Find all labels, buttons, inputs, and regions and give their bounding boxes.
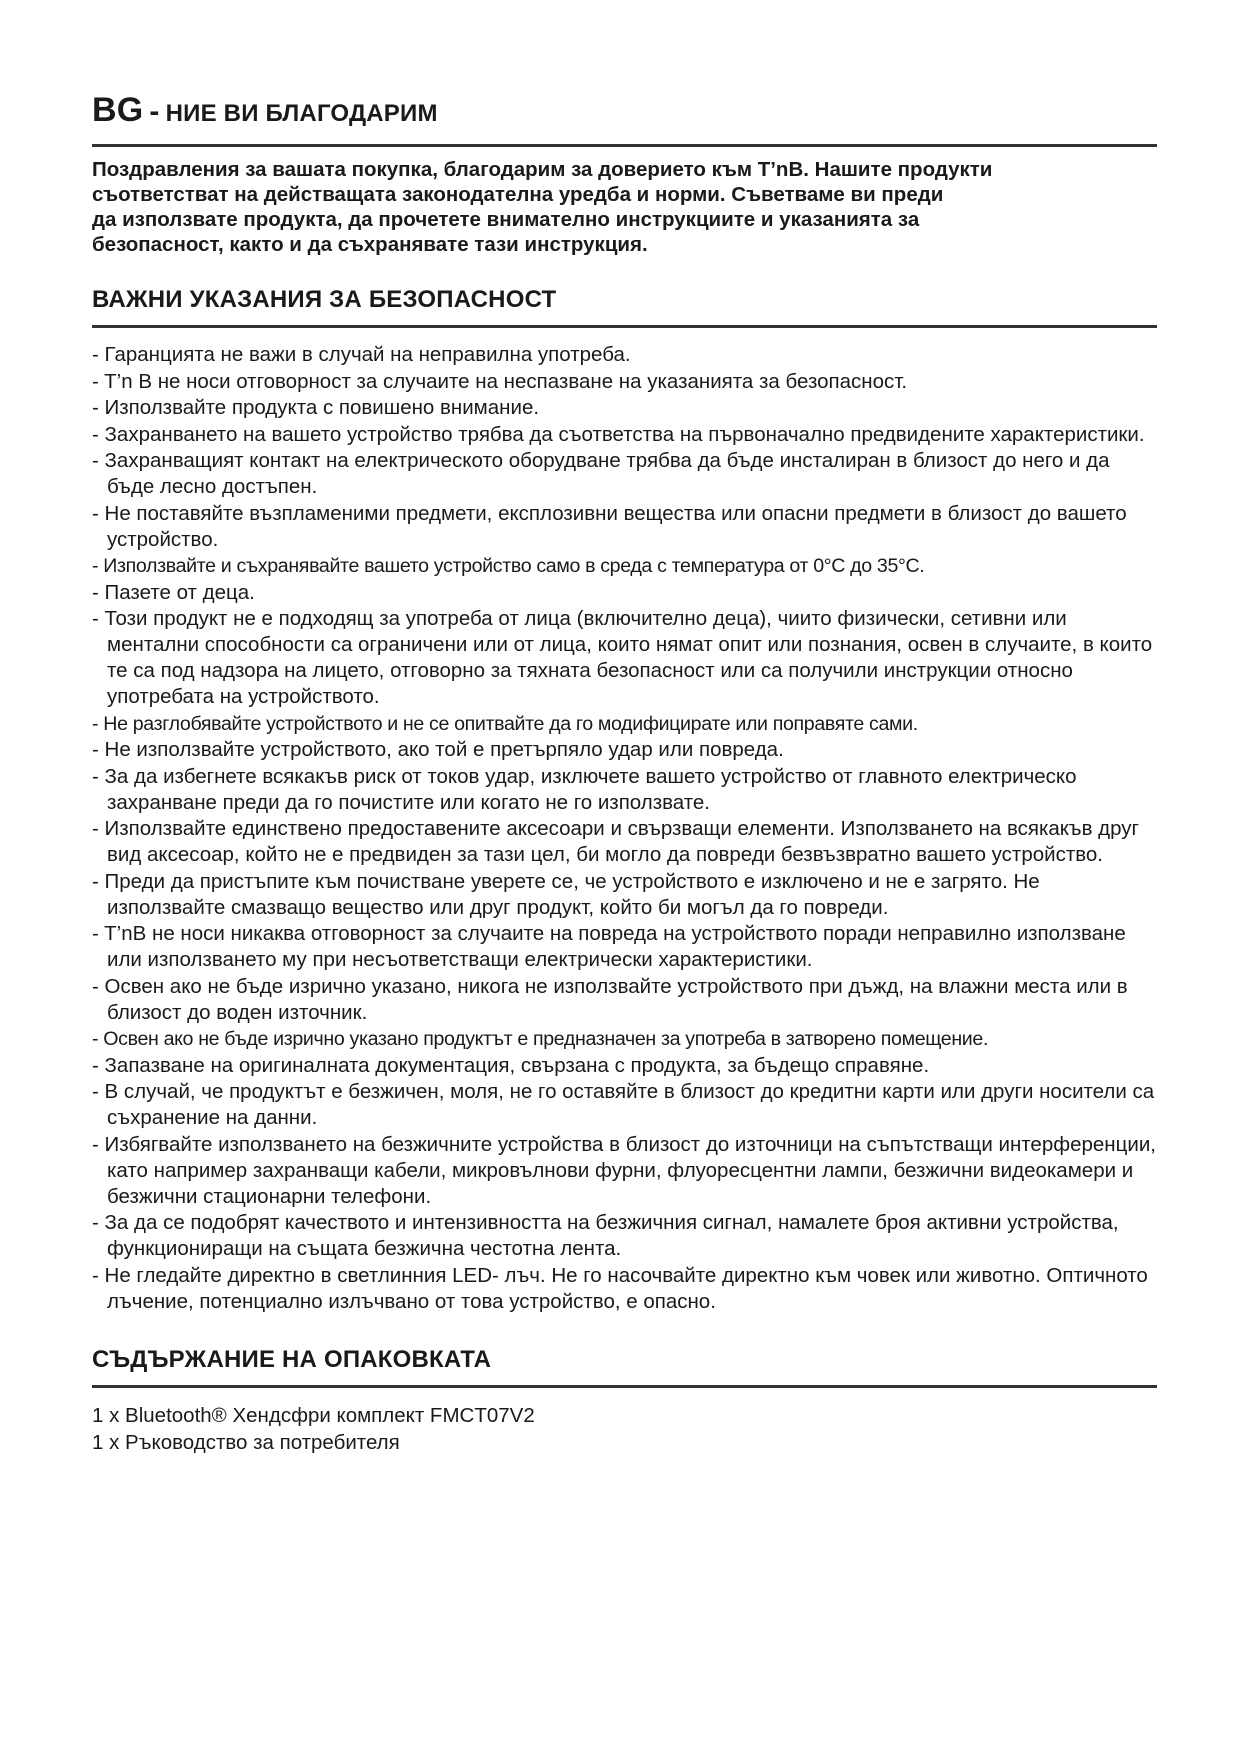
- language-code: BG: [92, 91, 144, 129]
- safety-item: - Този продукт не е подходящ за употреба от лица (включително деца), чиито физически, сетивни или ментални способности са ограничени или от лица, които нямат опит или познания, освен в случаите, в които те са под надзора на лицето, отговорно за тяхната безопасност или са получили инструкции относно употребата на устройството.: [92, 606, 1157, 710]
- safety-divider: [92, 325, 1157, 328]
- safety-item: - Запазване на оригиналната документация, свързана с продукта, за бъдещо справяне.: [92, 1053, 1157, 1079]
- safety-item: - Не поставяйте възпламеними предмети, експлозивни вещества или опасни предмети в близост до вашето устройство.: [92, 501, 1157, 553]
- safety-item: - T’nB не носи никаква отговорност за случаите на повреда на устройството поради неправилно използване или използването му при несъответстващи електрически характеристики.: [92, 921, 1157, 973]
- safety-item: - Не използвайте устройството, ако той е претърпяло удар или повреда.: [92, 737, 1157, 763]
- title-text: НИЕ ВИ БЛАГОДАРИМ: [165, 100, 438, 127]
- intro-line: съответстват на действащата законодателна уредба и норми. Съветваме ви преди: [92, 183, 944, 206]
- safety-item: - За да избегнете всякакъв риск от токов удар, изключете вашето устройство от главното електрическо захранване преди да го почистите или когато не го използвате.: [92, 764, 1157, 816]
- document-page: [92, 92, 1157, 1456]
- intro-line: безопасност, както и да съхранявате тази инструкция.: [92, 233, 648, 256]
- safety-item: - Захранващият контакт на електрическото оборудване трябва да бъде инсталиран в близост до него и да бъде лесно достъпен.: [92, 448, 1157, 500]
- safety-item: - Преди да пристъпите към почистване уверете се, че устройството е изключено и не е загрято. Не използвайте смазващо вещество или друг продукт, който би могъл да го повреди.: [92, 869, 1157, 921]
- intro-line: да използвате продукта, да прочетете внимателно инструкциите и указанията за: [92, 208, 920, 231]
- safety-list: [92, 342, 1157, 1315]
- safety-item: - Освен ако не бъде изрично указано продуктът е предназначен за употреба в затворено помещение.: [92, 1026, 1157, 1052]
- safety-item: - Освен ако не бъде изрично указано, никога не използвайте устройството при дъжд, на влажни места или в близост до воден източник.: [92, 974, 1157, 1026]
- safety-item: - Избягвайте използването на безжичните устройства в близост до източници на съпътстващи интерференции, като например захранващи кабели, микровълнови фурни, флуоресцентни лампи, безжични видеокамери и безжични стационарни телефони.: [92, 1132, 1157, 1210]
- safety-item: - Не разглобявайте устройството и не се опитвайте да го модифицирате или поправяте сами.: [92, 711, 1157, 737]
- title-divider: [92, 144, 1157, 147]
- safety-item: - Не гледайте директно в светлинния LED- лъч. Не го насочвайте директно към човек или животно. Оптичното лъчение, потенциално излъчвано от това устройство, е опасно.: [92, 1263, 1157, 1315]
- intro-line: Поздравления за вашата покупка, благодарим за доверието към T’nB. Нашите продукти: [92, 158, 993, 181]
- package-divider: [92, 1385, 1157, 1388]
- safety-item: - Използвайте единствено предоставените аксесоари и свързващи елементи. Използването на всякакъв друг вид аксесоар, който не е предвиден за тази цел, би могло да повреди безвъзвратно вашето устройство.: [92, 816, 1157, 868]
- safety-item: - Пазете от деца.: [92, 580, 1157, 606]
- safety-item: - Гаранцията не важи в случай на неправилна употреба.: [92, 342, 1157, 368]
- page-title: [92, 92, 1157, 132]
- package-item: 1 x Bluetooth® Хендсфри комплект FMCT07V2: [92, 1403, 535, 1427]
- safety-item: - В случай, че продуктът е безжичен, моля, не го оставяйте в близост до кредитни карти или други носители са съхранение на данни.: [92, 1079, 1157, 1131]
- safety-item: - Захранването на вашето устройство трябва да съответства на първоначално предвидените характеристики.: [92, 422, 1157, 448]
- package-heading: СЪДЪРЖАНИЕ НА ОПАКОВКАТА: [92, 1345, 492, 1373]
- package-list: [92, 1402, 1157, 1456]
- safety-item: - За да се подобрят качеството и интензивността на безжичния сигнал, намалете броя активни устройства, функциониращи на същата безжична честотна лента.: [92, 1210, 1157, 1262]
- safety-item: - T’n B не носи отговорност за случаите на неспазване на указанията за безопасност.: [92, 369, 1157, 395]
- safety-item: - Използвайте и съхранявайте вашето устройство само в среда с температура от 0°C до 35°C.: [92, 553, 1157, 579]
- safety-heading: ВАЖНИ УКАЗАНИЯ ЗА БЕЗОПАСНОСТ: [92, 286, 557, 313]
- title-separator: -: [149, 95, 160, 128]
- safety-item: - Използвайте продукта с повишено внимание.: [92, 395, 1157, 421]
- intro-paragraph: [92, 157, 1157, 257]
- package-item: 1 x Ръководство за потребителя: [92, 1430, 400, 1454]
